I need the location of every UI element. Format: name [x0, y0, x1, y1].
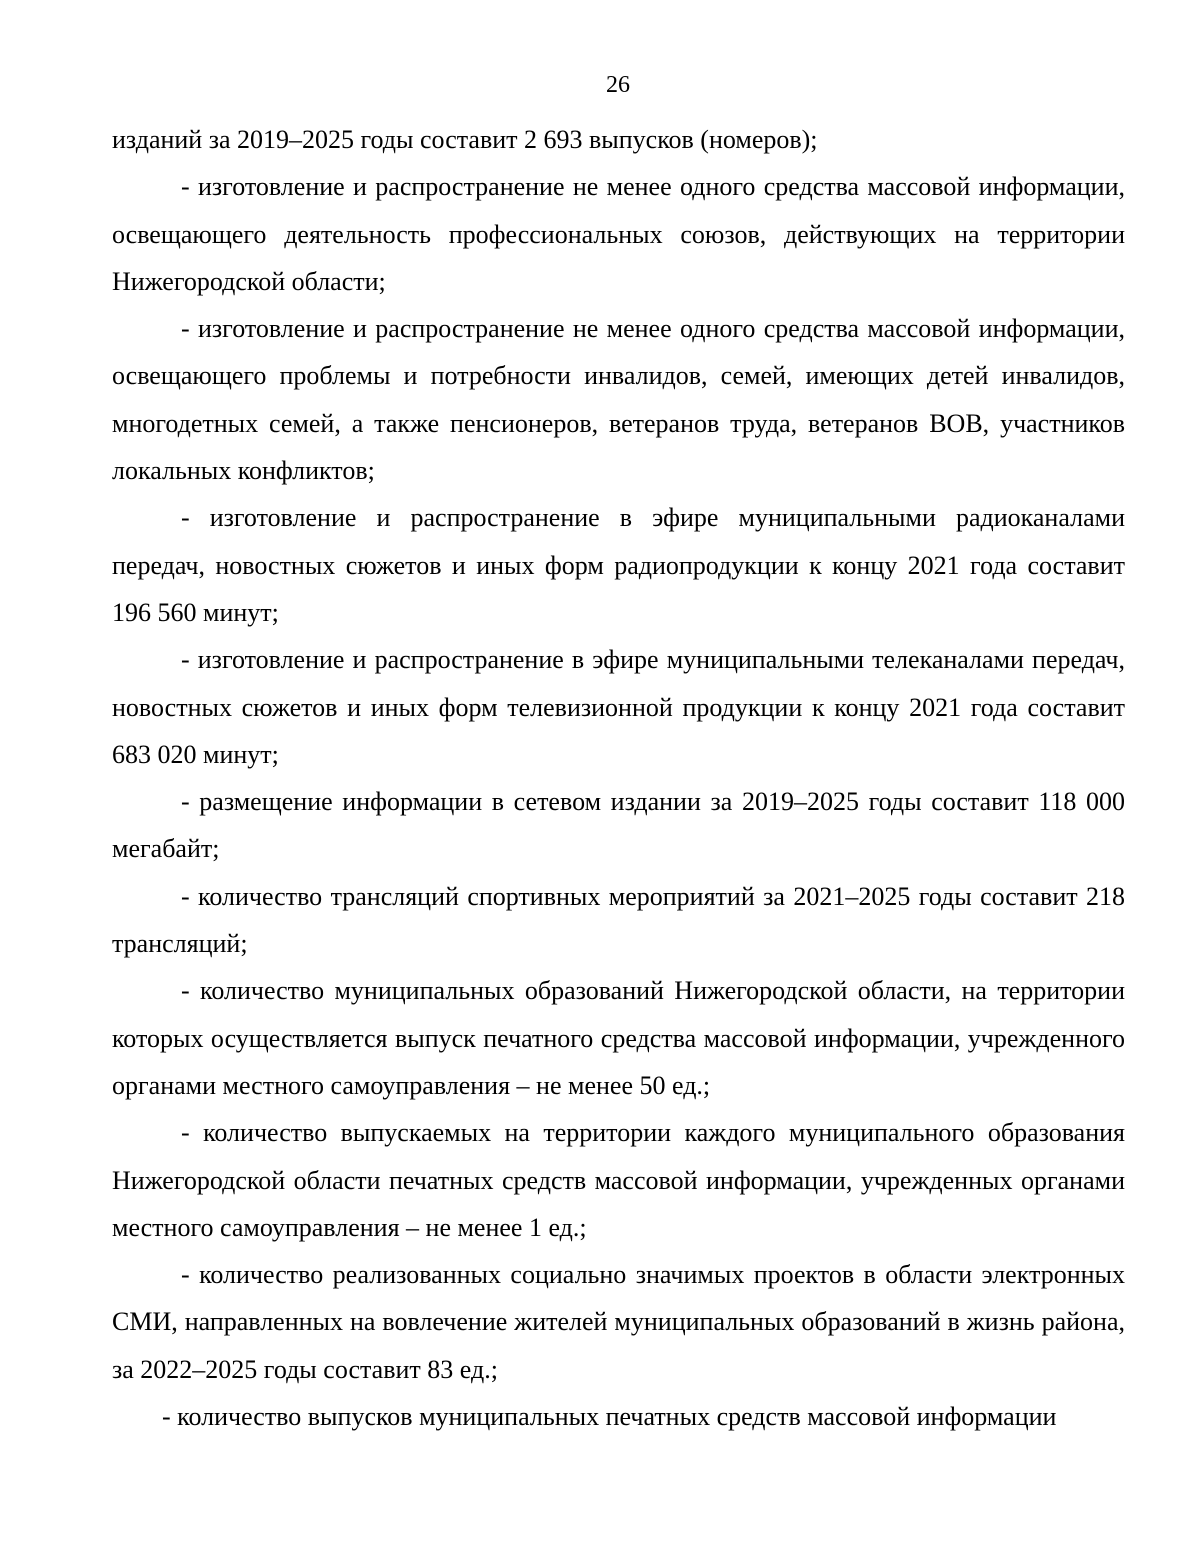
paragraph-continuation: изданий за 2019–2025 годы составит 2 693 выпусков (номеров);	[112, 125, 818, 154]
list-item-tv-minutes: - изготовление и распространение в эфире муниципальными телеканалами передач, новостных сюжетов и иных форм телевизионной продукции к концу 2021 года составит 683 020 минут;	[112, 645, 1125, 769]
list-item-municipalities-print-media: - количество муниципальных образований Нижегородской области, на территории которых осуществляется выпуск печатного средства массовой информации, учрежденного органами местного самоуправления – не менее 50 ед.;	[112, 976, 1125, 1100]
list-item-disabled-families-media: - изготовление и распространение не менее одного средства массовой информации, освещающего проблемы и потребности инвалидов, семей, имеющих детей инвалидов, многодетных семей, а также пенсионеров, ветеранов труда, ветеранов ВОВ, участников локальных конфликтов;	[112, 314, 1125, 486]
list-item-social-projects: - количество реализованных социально значимых проектов в области электронных СМИ, направленных на вовлечение жителей муниципальных образований в жизнь района, за 2022–2025 годы составит 83 ед.;	[112, 1260, 1125, 1384]
page-number: 26	[606, 72, 630, 98]
list-item-print-media-per-municipality: - количество выпускаемых на территории каждого муниципального образования Нижегородской области печатных средств массовой информации, учрежденных органами местного самоуправления – не менее 1 ед.;	[112, 1118, 1125, 1242]
document-body	[112, 116, 1125, 1440]
list-item-radio-minutes: - изготовление и распространение в эфире муниципальными радиоканалами передач, новостных сюжетов и иных форм радиопродукции к концу 2021 года составит 196 560 минут;	[112, 503, 1125, 627]
list-item-print-issues: - количество выпусков муниципальных печатных средств массовой информации	[162, 1402, 1057, 1432]
list-item-sports-broadcasts: - количество трансляций спортивных мероприятий за 2021–2025 годы составит 218 трансляций;	[112, 881, 1125, 959]
list-item-trade-union-media: - изготовление и распространение не менее одного средства массовой информации, освещающего деятельность профессиональных союзов, действующих на территории Нижегородской области;	[112, 172, 1125, 296]
list-item-online-megabytes: - размещение информации в сетевом издании за 2019–2025 годы составит 118 000 мегабайт;	[112, 787, 1125, 864]
